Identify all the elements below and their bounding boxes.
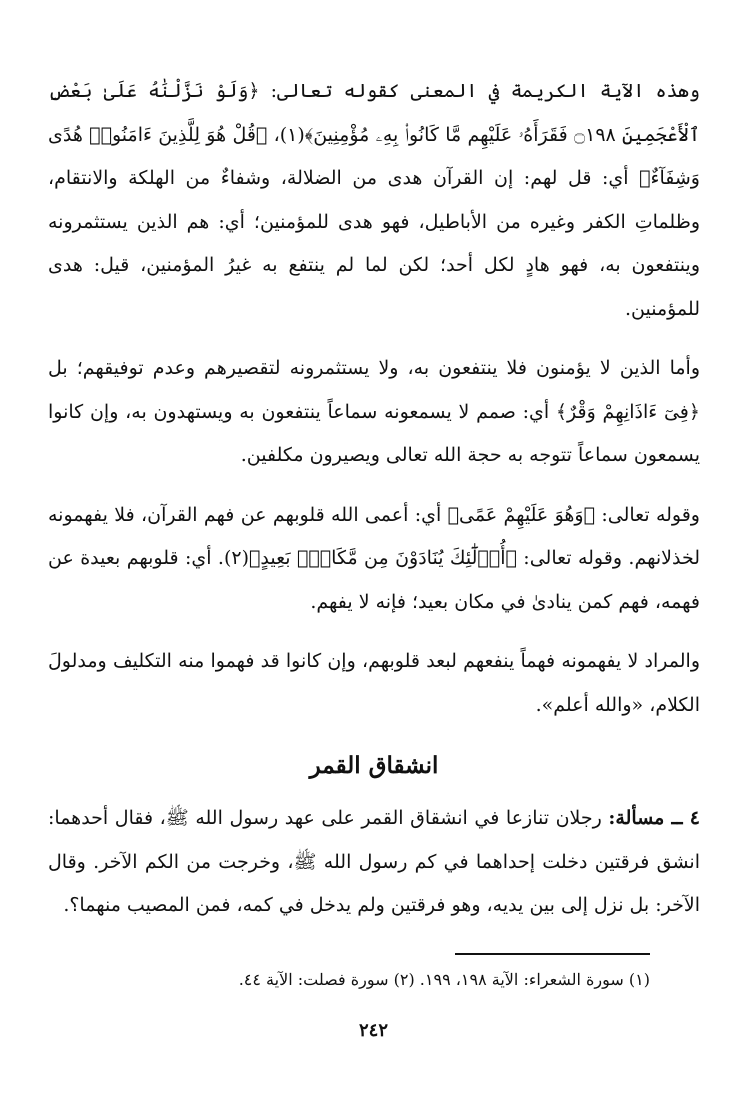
paragraph-4: والمراد لا يفهمونه فهماً ينفعهم لبعد قلوبهم، وإن كانوا قد فهموا منه التكليف ومدلولَ الكلام، «والله أعلم». (48, 650, 700, 716)
page-body (48, 70, 700, 928)
footnotes: (١) سورة الشعراء: الآية ١٩٨، ١٩٩. (٢) سورة فصلت: الآية ٤٤. (238, 970, 650, 989)
page-number: ٢٤٢ (358, 1020, 388, 1041)
issue-text: رجلان تنازعا في انشقاق القمر على عهد رسول الله ﷺ، فقال أحدهما: انشق فرقتين دخلت إحداهما في كم رسول الله ﷺ، وخرجت من الكم الآخر. وقال الآخر: بل نزل إلى بين يديه، وهو فرقتين ولم يدخل في كمه، فمن المصيب منهما؟. (48, 807, 700, 916)
issue-label: ٤ ــ مسألة: (608, 807, 700, 829)
paragraph-2: وأما الذين لا يؤمنون فلا ينتفعون به، ولا يستثمرونه لتقصيرهم وعدم توفيقهم؛ بل ﴿فِىٓ ءَاذَانِهِمْ وَقْرٌ﴾ أي: صمم لا يسمعونه سماعاً ينتفعون به ويستهدون به، وإن كانوا يسمعون سماعاً تتوجه به حجة الله تعالى ويصيرون مكلفين. (48, 357, 700, 466)
issue-paragraph (48, 797, 700, 928)
footnote-divider (455, 953, 650, 955)
paragraph-3: وقوله تعالى: ﴿وَهُوَ عَلَيْهِمْ عَمًى﴾ أي: أعمى الله قلوبهم عن فهم القرآن، فلا يفهمونه لخذلانهم. وقوله تعالى: ﴿أُو۟لَٰٓئِكَ يُنَادَوْنَ مِن مَّكَانٍۭ بَعِيدٍ﴾(٢). أي: قلوبهم بعيدة عن فهمه، فهم كمن ينادىٰ في مكان بعيد؛ فإنه لا يفهم. (48, 503, 700, 613)
section-heading: انشقاق القمر (309, 752, 439, 779)
paragraph-1: وهذه الآية الكريمة في المعنى كقوله تعالى: ﴿وَلَوْ نَزَّلْنَٰهُ عَلَىٰ بَعْضِ ٱلْأَعْجَمِينَ ۝١٩٨ فَقَرَأَهُۥ عَلَيْهِم مَّا كَانُوا۟ بِهِۦ مُؤْمِنِينَ﴾(١)، ﴿قُلْ هُوَ لِلَّذِينَ ءَامَنُوا۟ هُدًى وَشِفَآءٌ﴾ أي: قل لهم: إن القرآن هدى من الضلالة، وشفاءٌ من الهلكة والانتقام، وظلماتِ الكفر وغيره من الأباطيل، فهو هدى للمؤمنين؛ أي: هم الذين يستثمرونه وينتفعون به، فهو هادٍ لكل أحد؛ لكن لما لم ينتفع به غيرُ المؤمنين، قيل: هدى للمؤمنين. (48, 80, 701, 320)
